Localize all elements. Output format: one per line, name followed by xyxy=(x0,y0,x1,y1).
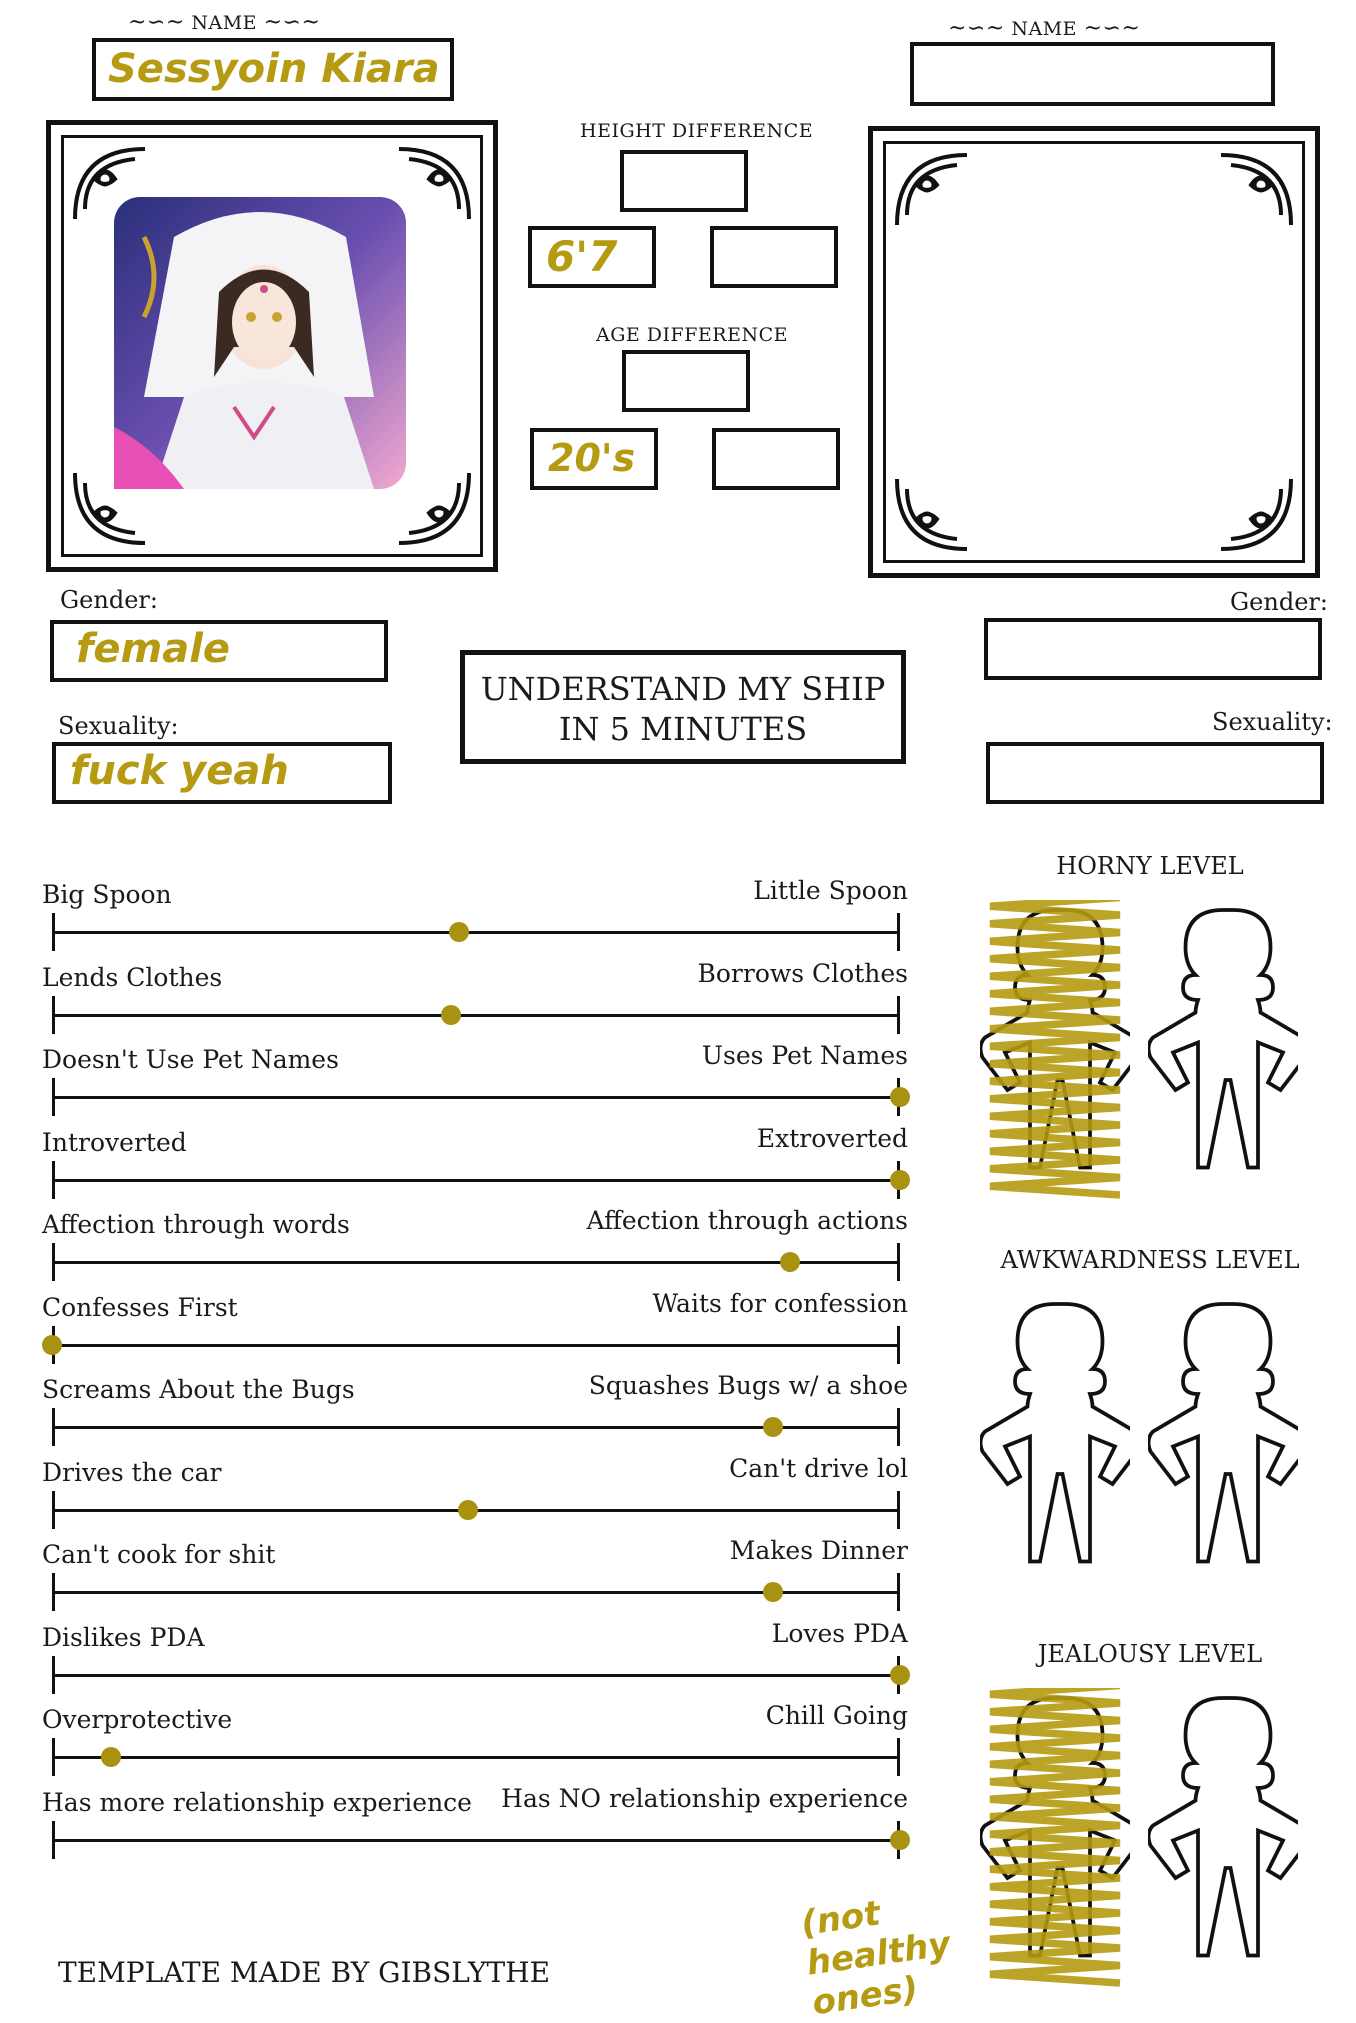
right-sexuality-label: Sexuality: xyxy=(1212,708,1333,736)
scale-left-label: Affection through words xyxy=(42,1210,350,1239)
scale-left-tick xyxy=(52,1491,55,1529)
left-name-value: Sessyoin Kiara xyxy=(108,46,440,92)
left-age-field[interactable] xyxy=(530,428,658,490)
right-gender-field[interactable] xyxy=(984,618,1322,680)
corner-ornament-icon xyxy=(887,145,977,235)
scale-left-tick xyxy=(52,1243,55,1281)
scale-marker[interactable] xyxy=(449,922,469,942)
left-sexuality-field[interactable] xyxy=(52,742,392,804)
left-sexuality-value: fuck yeah xyxy=(70,748,289,794)
right-gender-label: Gender: xyxy=(1230,588,1328,616)
right-figure-icon xyxy=(1148,1688,1298,1988)
scale-marker[interactable] xyxy=(101,1747,121,1767)
scale-track xyxy=(52,1096,900,1099)
left-gender-value: female xyxy=(76,626,231,672)
right-sexuality-field[interactable] xyxy=(986,742,1324,804)
scale-left-label: Drives the car xyxy=(42,1457,222,1487)
scale-right-label: Extroverted xyxy=(756,1123,908,1153)
page-title-line1: UNDERSTAND MY SHIP xyxy=(480,670,886,708)
scale-right-label: Waits for confession xyxy=(652,1288,908,1318)
scale-marker[interactable] xyxy=(780,1252,800,1272)
scale-left-label: Can't cook for shit xyxy=(42,1540,276,1569)
scale-left-label: Doesn't Use Pet Names xyxy=(42,1045,339,1074)
scale-track xyxy=(52,1014,900,1017)
scale-left-tick xyxy=(52,1821,55,1859)
left-figure-icon xyxy=(980,1294,1130,1594)
scale-left-label: Overprotective xyxy=(42,1705,233,1734)
age-difference-field[interactable] xyxy=(622,350,750,412)
scale-left-label: Big Spoon xyxy=(42,880,172,909)
scale-marker[interactable] xyxy=(890,1170,910,1190)
scale-left-label: Dislikes PDA xyxy=(42,1622,205,1652)
scale-marker[interactable] xyxy=(890,1087,910,1107)
scale-right-label: Squashes Bugs w/ a shoe xyxy=(588,1371,908,1400)
left-name-field[interactable] xyxy=(92,38,454,101)
scale-track xyxy=(52,1261,900,1264)
right-height-field[interactable] xyxy=(710,226,838,288)
scale-right-label: Has NO relationship experience xyxy=(501,1783,908,1813)
scale-left-tick xyxy=(52,913,55,951)
height-difference-label: HEIGHT DIFFERENCE xyxy=(580,120,814,142)
corner-ornament-icon xyxy=(1211,145,1301,235)
scale-right-label: Makes Dinner xyxy=(729,1536,908,1565)
scale-marker[interactable] xyxy=(458,1500,478,1520)
scale-right-label: Loves PDA xyxy=(771,1618,908,1648)
scale-right-label: Borrows Clothes xyxy=(697,958,908,988)
scale-marker[interactable] xyxy=(441,1005,461,1025)
scale-track xyxy=(52,931,900,934)
scale-right-tick xyxy=(897,1326,900,1364)
scale-marker[interactable] xyxy=(42,1335,62,1355)
left-age-value: 20's xyxy=(548,436,636,480)
scale-track xyxy=(52,1344,900,1347)
scale-track xyxy=(52,1756,900,1759)
scale-left-tick xyxy=(52,996,55,1034)
scale-left-label: Lends Clothes xyxy=(42,962,223,992)
scale-left-label: Confesses First xyxy=(42,1292,238,1322)
scale-left-tick xyxy=(52,1078,55,1116)
scale-right-tick xyxy=(897,1408,900,1446)
scale-marker[interactable] xyxy=(890,1665,910,1685)
right-name-header: ~∽~ NAME ~∽~ xyxy=(948,16,1141,41)
scale-left-tick xyxy=(52,1656,55,1694)
level-label: AWKWARDNESS LEVEL xyxy=(1000,1246,1300,1274)
level-label: HORNY LEVEL xyxy=(1056,852,1244,880)
left-portrait-frame xyxy=(46,120,498,572)
right-name-label: NAME xyxy=(1011,18,1078,40)
right-name-field[interactable] xyxy=(910,42,1275,106)
scale-left-tick xyxy=(52,1738,55,1776)
handwritten-note: (not healthy ones) xyxy=(798,1893,953,2023)
scale-right-tick xyxy=(897,1738,900,1776)
right-age-field[interactable] xyxy=(712,428,840,490)
scale-track xyxy=(52,1839,900,1842)
left-sexuality-label: Sexuality: xyxy=(58,712,179,740)
left-height-value: 6'7 xyxy=(546,232,618,281)
scale-right-tick xyxy=(897,1573,900,1611)
right-portrait-frame xyxy=(868,126,1320,578)
template-credit: TEMPLATE MADE BY GIBSLYTHE xyxy=(58,1956,551,1989)
scale-right-tick xyxy=(897,913,900,951)
scale-left-tick xyxy=(52,1408,55,1446)
left-gender-field[interactable] xyxy=(50,620,388,682)
scale-marker[interactable] xyxy=(763,1417,783,1437)
scale-right-tick xyxy=(897,1243,900,1281)
scale-marker[interactable] xyxy=(890,1830,910,1850)
left-figure-icon xyxy=(980,900,1130,1200)
scale-left-tick xyxy=(52,1573,55,1611)
scale-right-label: Affection through actions xyxy=(586,1206,908,1235)
scale-track xyxy=(52,1179,900,1182)
scale-track xyxy=(52,1674,900,1677)
scale-right-label: Chill Going xyxy=(765,1701,908,1730)
scale-right-tick xyxy=(897,1491,900,1529)
corner-ornament-icon xyxy=(1211,469,1301,559)
age-difference-label: AGE DIFFERENCE xyxy=(596,324,788,346)
scale-left-label: Screams About the Bugs xyxy=(42,1375,355,1404)
character-portrait xyxy=(114,197,406,489)
level-label: JEALOUSY LEVEL xyxy=(1037,1640,1263,1668)
height-difference-field[interactable] xyxy=(620,150,748,212)
scale-left-label: Has more relationship experience xyxy=(42,1787,472,1817)
left-height-field[interactable] xyxy=(528,226,656,288)
left-name-label: NAME xyxy=(191,12,258,34)
scale-left-label: Introverted xyxy=(42,1127,187,1157)
page-title-line2: IN 5 MINUTES xyxy=(558,710,808,748)
page-title xyxy=(460,650,906,764)
right-figure-icon xyxy=(1148,1294,1298,1594)
scale-right-label: Uses Pet Names xyxy=(701,1041,908,1070)
left-name-header: ~∽~ NAME ~∽~ xyxy=(128,10,321,35)
corner-ornament-icon xyxy=(887,469,977,559)
left-gender-label: Gender: xyxy=(60,586,158,614)
scale-marker[interactable] xyxy=(763,1582,783,1602)
right-figure-icon xyxy=(1148,900,1298,1200)
scale-left-tick xyxy=(52,1161,55,1199)
scale-right-tick xyxy=(897,996,900,1034)
scale-right-label: Little Spoon xyxy=(753,876,908,905)
scale-right-label: Can't drive lol xyxy=(729,1453,908,1483)
